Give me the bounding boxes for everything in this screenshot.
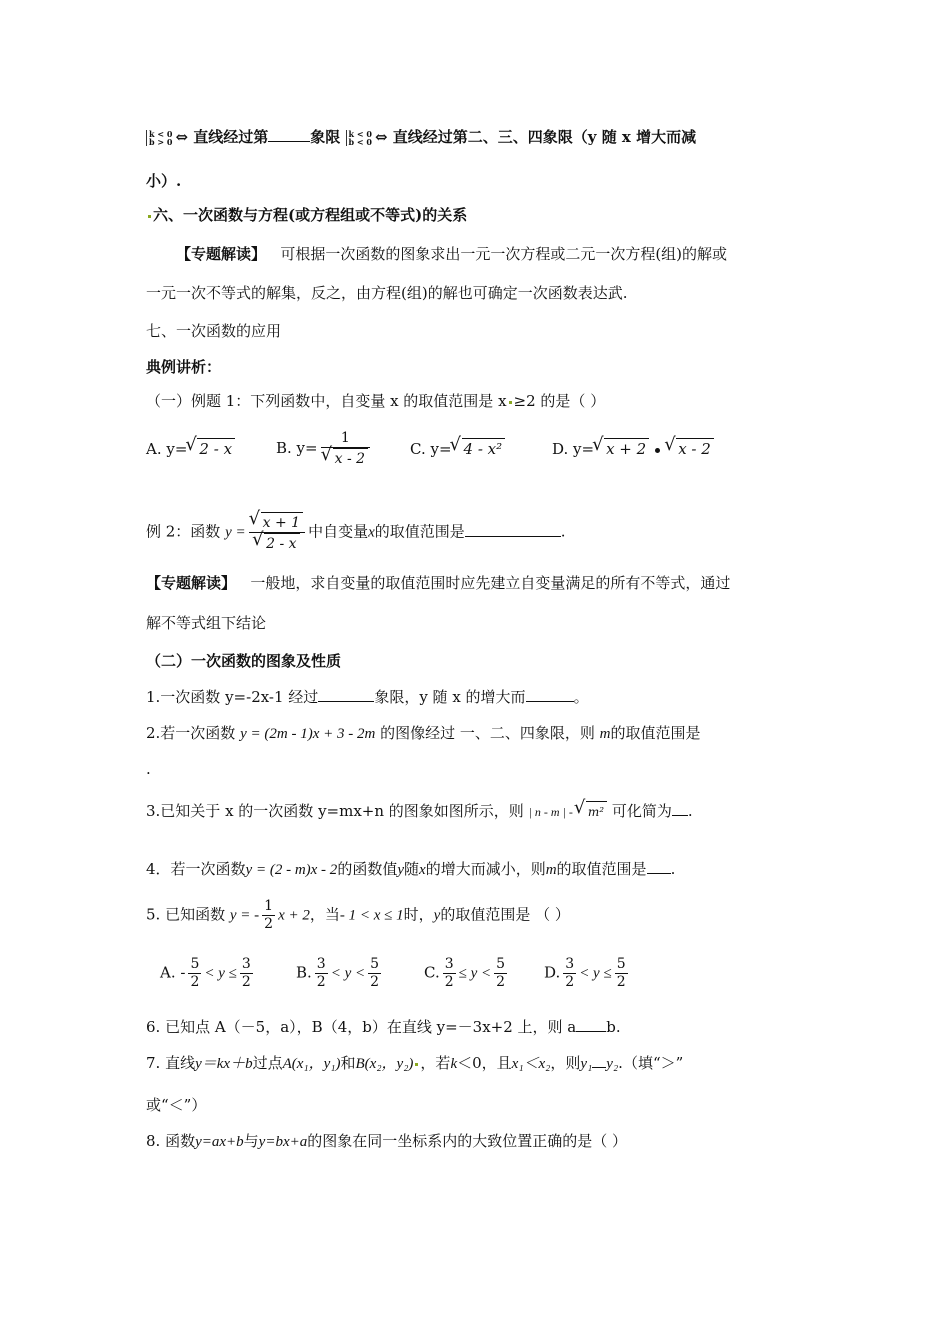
product-dot (655, 448, 660, 453)
question-2-end: . (146, 760, 151, 778)
section6-title: 六、一次函数与方程(或方程组或不等式)的关系 (146, 204, 467, 225)
section6-text1: 【专题解读】 可根据一次函数的图象求出一元一次方程或二元一次方程(组)的解或 (176, 245, 728, 263)
option-c: C. y=√ 4 - x² (410, 438, 505, 458)
q5-option-d: D. $\frac{3}{2}$ < y ≤ $\frac{5}{2}$ (544, 956, 626, 990)
part2-heading: （二）一次函数的图象及性质 (146, 652, 342, 670)
note2-line2: 解不等式组下结论 (146, 614, 267, 632)
question-7: 7. 直线y＝kx＋b过点A(x₁，y₁)和B(x₂，y₂) ，若k＜0，且x₁＜x₂，则y₁ y₂.（填“＞” (146, 1054, 684, 1072)
question-3: 3.已知关于 x 的一次函数 y=mx+n 的图象如图所示，则 | n - m | - √ m² 可化简为 . (146, 800, 693, 821)
question-5: 5. 已知函数 y = - $\frac{1}{2}$ x + 2，当- 1 < x ≤ 1时，y的取值范围是 （ ） (146, 898, 570, 932)
q5-option-a: A. - $\frac{5}{2}$ < y ≤ $\frac{3}{2}$ (160, 956, 251, 990)
section6-text2: 一元一次不等式的解集，反之，由方程(组)的解也可确定一次函数表达武. (146, 284, 628, 302)
option-d: D. y=√ x + 2√ x - 2 (552, 438, 714, 458)
question-2: 2.若一次函数 y = (2m - 1)x + 3 - 2m 的图像经过 一、二、四象限，则 m的取值范围是 (146, 724, 701, 742)
blank-range (465, 522, 561, 537)
equiv-arrow: ⇔ (175, 128, 189, 146)
rule-line-end: 小）. (146, 172, 182, 190)
question-8: 8. 函数y=ax+b与y=bx+a的图象在同一坐标系内的大致位置正确的是（ ） (146, 1132, 628, 1150)
note2-line1: 【专题解读】 一般地，求自变量的取值范围时应先建立自变量满足的所有不等式，通过 (146, 574, 731, 592)
option-a: A. y=√ 2 - x (146, 438, 235, 458)
example1: （一）例题 1：下列函数中，自变量 x 的取值范围是 x ≥2 的是（ ） (146, 392, 606, 410)
q5-option-b: B. $\frac{3}{2}$ < y < $\frac{5}{2}$ (296, 956, 380, 990)
option-b: B. y= 1 √ x - 2 (276, 430, 373, 468)
system-b: k < 0 b < 0 (346, 130, 372, 146)
section7-title: 七、一次函数的应用 (146, 322, 282, 340)
question-6: 6. 已知点 A（－5，a），B（4，b）在直线 y=－3x+2 上，则 a b. (146, 1018, 621, 1036)
question-7-end: 或“＜”） (146, 1096, 207, 1114)
examples-heading: 典例讲析： (146, 358, 222, 376)
question-4: 4．若一次函数y = (2 - m)x - 2的函数值y随x的增大而减小，则m的取值范围是 . (146, 860, 676, 878)
question-1: 1.一次函数 y=-2x-1 经过 象限，y 随 x 的增大而 。 (146, 688, 589, 706)
rule-line: k < 0 b > 0 ⇔ 直线经过第 象限 k < 0 b < 0 ⇔ 直线经过第二、三、四象限（y 随 x 增大而减 (146, 126, 696, 147)
example2: 例 2：函数 y = √ x + 1 √ 2 - x 中自变量x的取值范围是 . (146, 512, 566, 553)
system-a: k < 0 b > 0 (146, 130, 172, 146)
q5-option-c: C. $\frac{3}{2}$ ≤ y < $\frac{5}{2}$ (424, 956, 506, 990)
blank-quadrant (268, 127, 310, 142)
